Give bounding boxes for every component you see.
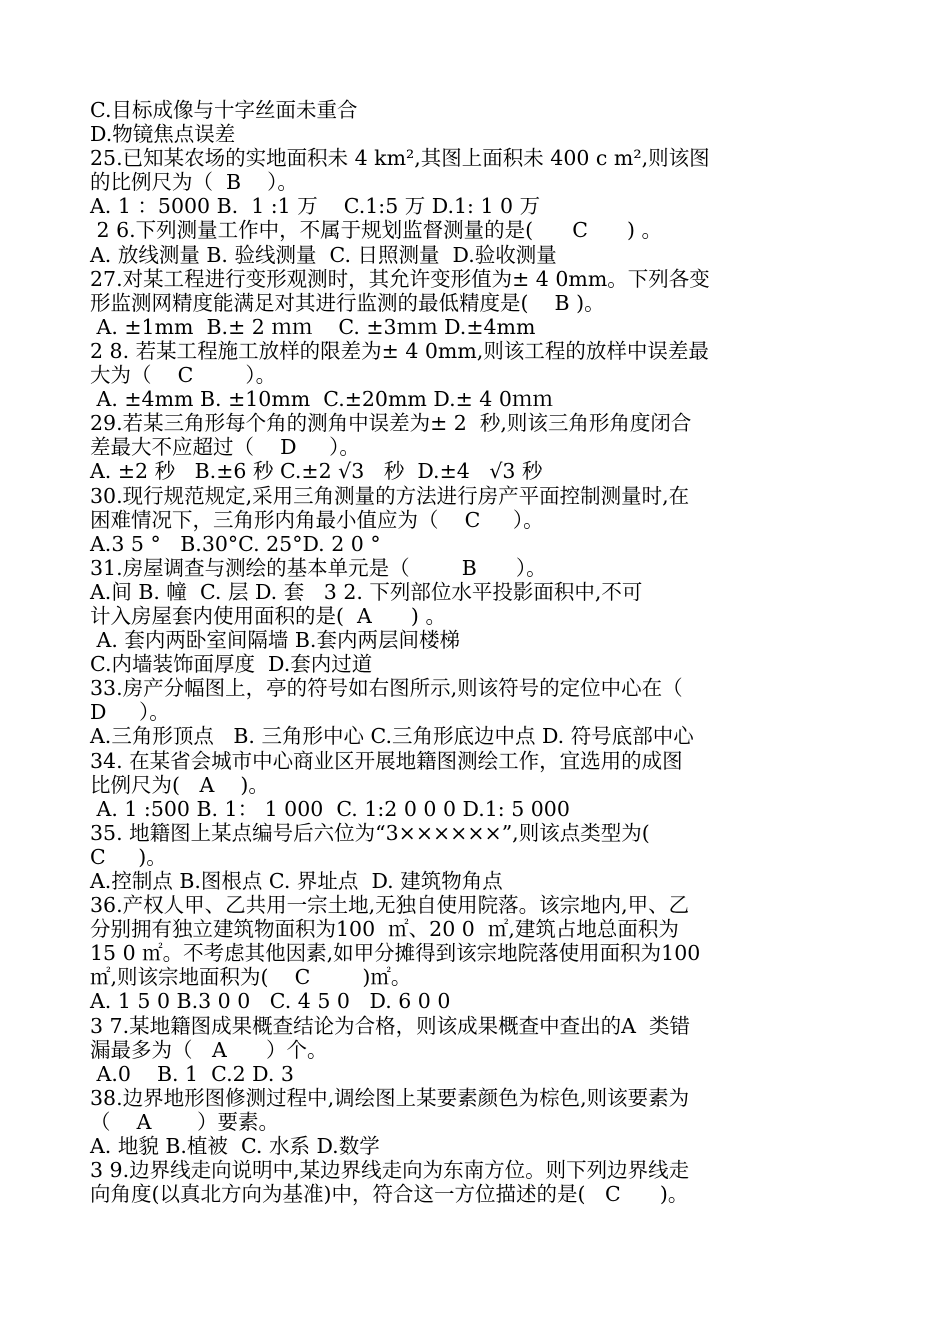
text-line: 漏最多为（ A ）个。 bbox=[90, 1037, 328, 1062]
text-line: 3 9.边界线走向说明中,某边界线走向为东南方位。则下列边界线走 bbox=[90, 1158, 690, 1183]
text-line: 35. 地籍图上某点编号后六位为“3××××××”,则该点类型为( bbox=[90, 820, 650, 845]
text-line: 36.产权人甲、乙共用一宗土地,无独自使用院落。该宗地内,甲、乙 bbox=[90, 893, 690, 918]
text-line: A.三角形顶点 B. 三角形中心 C.三角形底边中点 D. 符号底部中心 bbox=[90, 724, 694, 749]
text-line: A. 放线测量 B. 验线测量 C. 日照测量 D.验收测量 bbox=[90, 242, 557, 267]
text-line: D ）。 bbox=[90, 700, 170, 725]
text-line: 2 8. 若某工程施工放样的限差为± 4 0mm,则该工程的放样中误差最 bbox=[90, 338, 709, 363]
text-line: A. 地貌 B.植被 C. 水系 D.数学 bbox=[90, 1134, 380, 1159]
text-line: C )。 bbox=[90, 844, 167, 869]
text-line: 34. 在某省会城市中心商业区开展地籍图测绘工作，宜选用的成图 bbox=[90, 748, 683, 773]
text-line: A. 1 5 0 B.3 0 0 C. 4 5 0 D. 6 0 0 bbox=[90, 989, 451, 1014]
text-line: A. ±4mm B. ±10mm C.±20mm D.± 4 0ｍｍ bbox=[90, 387, 553, 412]
text-line: D.物镜焦点误差 bbox=[90, 122, 236, 147]
text-line: 30.现行规范规定,采用三角测量的方法进行房产平面控制测量时,在 bbox=[90, 483, 690, 508]
text-line: A. 套内两卧室间隔墙 B.套内两层间楼梯 bbox=[90, 628, 460, 653]
text-line: 31.房屋调查与测绘的基本单元是（ B ）。 bbox=[90, 555, 547, 580]
text-line: C.内墙装饰面厚度 D.套内过道 bbox=[90, 652, 373, 677]
text-line: 形监测网精度能满足对其进行监测的最低精度是( B )。 bbox=[90, 290, 605, 315]
text-line: 33.房产分幅图上，亭的符号如右图所示,则该符号的定位中心在（ bbox=[90, 676, 683, 701]
text-line: 大为（ C ）。 bbox=[90, 363, 277, 388]
text-line: 25.已知某农场的实地面积未 4 km²,其图上面积未 400 c m²,则该图 bbox=[90, 146, 710, 171]
text-line: A. ±1mm B.± 2 ｍｍ C. ±3ｍｍ D.±4mm bbox=[90, 314, 536, 339]
text-line: 困难情况下，三角形内角最小值应为（ C ）。 bbox=[90, 507, 544, 532]
text-line: A. 1 ：5000 B. 1 :1 万 C.1:5 万 D.1: 1 0 万 bbox=[90, 194, 541, 219]
text-line: ㎡,则该宗地面积为( C )㎡。 bbox=[90, 965, 412, 990]
text-line: 比例尺为( A )。 bbox=[90, 772, 269, 797]
text-line: A. ±2 秒 B.±6 秒 C.±2 √3 秒 D.±4 √3 秒 bbox=[90, 459, 543, 484]
text-line: 差最大不应超过（ D ）。 bbox=[90, 435, 360, 460]
text-line: 27.对某工程进行变形观测时，其允许变形值为± 4 0mm。下列各变 bbox=[90, 266, 710, 291]
text-line: 3 7.某地籍图成果概查结论为合格，则该成果概查中查出的A 类错 bbox=[90, 1013, 690, 1038]
text-line: （ A ）要素。 bbox=[90, 1109, 279, 1134]
text-line: A.间 B. 幢 C. 层 D. 套 3 2. 下列部位水平投影面积中,不可 bbox=[90, 579, 643, 604]
text-line: 向角度(以真北方向为基准)中，符合这一方位描述的是( C )。 bbox=[90, 1182, 689, 1207]
text-line: 29.若某三角形每个角的测角中误差为± 2 秒,则该三角形角度闭合 bbox=[90, 411, 692, 436]
text-line: A.控制点 B.图根点 C. 界址点 D. 建筑物角点 bbox=[90, 869, 503, 893]
text-line: A.3 5 ° B.30°C. 25°D. 2 0 ° bbox=[90, 531, 381, 556]
text-line: 计入房屋套内使用面积的是( A ) 。 bbox=[90, 603, 446, 628]
text-line: A.0 B. 1 C.2 D. 3 bbox=[90, 1061, 294, 1086]
text-line: 2 6.下列测量工作中，不属于规划监督测量的是( C ) 。 bbox=[90, 218, 663, 243]
text-line: 15 0 ㎡。不考虑其他因素,如甲分摊得到该宗地院落使用面积为100 bbox=[90, 941, 701, 966]
text-line: 分别拥有独立建筑物面积为100 ㎡、20 0 ㎡,建筑占地总面积为 bbox=[90, 917, 679, 942]
document-page bbox=[90, 98, 910, 1206]
text-line: A. 1 :500 B. 1： 1 000 C. 1:2 0 0 0 D.1: 5 000 bbox=[90, 796, 570, 821]
text-line: 38.边界地形图修测过程中,调绘图上某要素颜色为棕色,则该要素为 bbox=[90, 1085, 690, 1110]
text-line: C.目标成像与十字丝面未重合 bbox=[90, 98, 358, 122]
text-line: 的比例尺为（ B ）。 bbox=[90, 170, 298, 195]
